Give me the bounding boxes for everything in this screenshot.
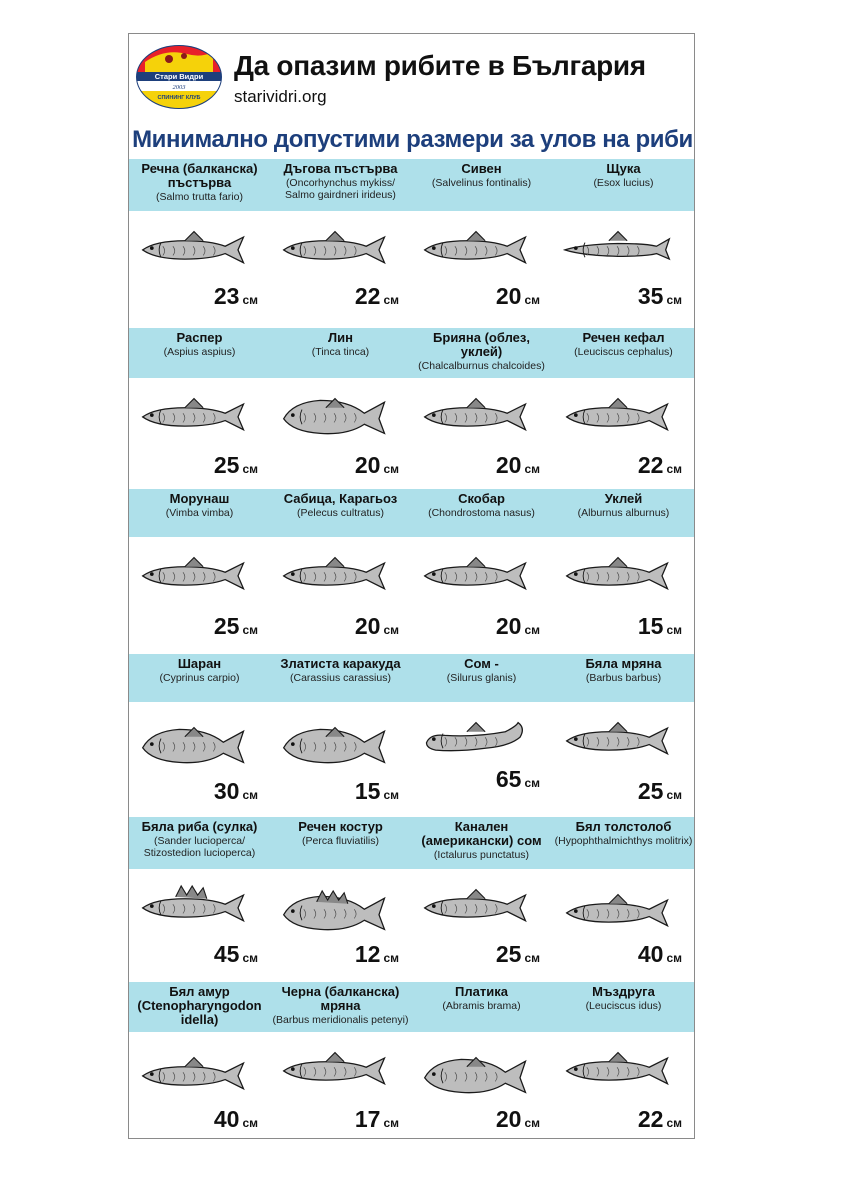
page-subtitle: Минимално допустими размери за улов на риби [132,126,693,153]
fish-scientific-name: (Salmo trutta fario) [156,191,243,203]
fish-name: Сивен [461,161,502,176]
fish-card [553,982,694,1139]
size-unit: см [383,462,399,476]
fish-name: Речна (балканска) пъстърва [141,161,258,190]
barbel-icon [563,716,673,769]
size-unit: см [383,951,399,965]
size-value: 15 [637,613,664,639]
fish-name: Речен кефал [582,330,665,345]
fish-name: Бяла риба (сулка) [141,819,258,834]
fish-card [129,817,270,977]
size-unit: см [242,788,258,802]
logo-bottom-text: СПИНИНГ КЛУБ [157,95,201,101]
min-size-label [355,941,399,968]
min-size-label [355,452,399,479]
fish-scientific-name: (Barbus meridionalis petenyi) [272,1014,409,1026]
channel-catfish-icon [421,883,531,936]
size-value: 15 [354,778,381,804]
fish-card [129,159,270,319]
fish-card [553,654,694,814]
min-size-label [214,283,258,310]
min-size-label [355,778,399,805]
catfish-icon [421,716,531,769]
fish-name: Дъгова пъстърва [283,161,398,176]
fish-scientific-name: (Chondrostoma nasus) [428,507,535,519]
fish-scientific-name: (Tinca tinca) [311,346,370,358]
size-value: 12 [354,941,381,967]
size-unit: см [242,462,258,476]
fish-name: Бяла мряна [585,656,662,671]
perch-icon [280,883,390,946]
bleak-icon [421,392,531,445]
fish-card [129,489,270,649]
fish-scientific-name: (Leuciscus cephalus) [574,346,673,358]
fish-card [129,654,270,814]
ide-icon [563,1046,673,1099]
size-value: 40 [637,941,664,967]
min-size-label [214,1106,258,1133]
fish-name: Распер [176,330,223,345]
logo-top-text: Стари Видри [154,72,204,81]
min-size-label [638,613,682,640]
min-size-label [496,941,540,968]
min-size-label [214,941,258,968]
size-value: 25 [213,452,240,478]
fish-name: Сом - [464,656,499,671]
fish-card [553,489,694,649]
asp-icon [139,392,249,445]
min-size-label [355,1106,399,1133]
fish-scientific-name: (Cyprinus carpio) [159,672,240,684]
size-unit: см [524,951,540,965]
min-size-label [214,778,258,805]
carp-icon [139,716,249,779]
min-size-label [638,778,682,805]
min-size-label [496,452,540,479]
char-icon [421,225,531,278]
fish-card [270,159,411,319]
fish-name: Платика [455,984,508,999]
page-title: Да опазим рибите в България [234,50,646,81]
size-unit: см [524,462,540,476]
fish-card [129,328,270,488]
size-unit: см [242,951,258,965]
fish-name: Брияна (облез, уклей) [433,330,530,359]
sabrefish-icon [280,551,390,604]
bleak-icon [563,551,673,604]
fish-card [270,654,411,814]
chub-icon [563,392,673,445]
fish-scientific-name: (Barbus barbus) [585,672,662,684]
size-unit: см [666,462,682,476]
fish-name: Шаран [177,656,222,671]
fish-name: Мъздруга [592,984,655,999]
fish-card [270,982,411,1139]
size-unit: см [524,293,540,307]
size-unit: см [242,1116,258,1130]
silver-carp-icon [563,883,673,946]
size-value: 30 [213,778,240,804]
fish-row [129,489,695,649]
fish-scientific-name: (Silurus glanis) [446,672,517,684]
fish-scientific-name: (Hypophthalmichthys molitrix) [554,835,693,847]
club-logo [135,44,223,110]
fish-row [129,328,695,488]
grass-carp-icon [139,1046,249,1109]
size-value: 20 [495,452,522,478]
logo-year: 2003 [172,84,186,91]
size-value: 22 [637,1106,664,1132]
fish-row [129,817,695,977]
fish-name: Уклей [604,491,643,506]
zander-icon [139,883,249,936]
fish-card [129,982,270,1139]
fish-card [411,982,552,1139]
size-value: 17 [354,1106,381,1132]
size-value: 45 [213,941,240,967]
size-value: 20 [495,613,522,639]
barbel-icon [280,1046,390,1099]
min-size-label [496,766,540,793]
fish-scientific-name: (Carassius carassius) [290,672,391,684]
min-size-label [496,1106,540,1133]
size-unit: см [524,1116,540,1130]
fish-name: Черна (балканска) мряна [281,984,400,1013]
size-unit: см [242,623,258,637]
fish-name: Канален (американски) сом [421,819,542,848]
size-unit: см [383,623,399,637]
min-size-label [355,613,399,640]
size-value: 35 [637,283,664,309]
min-size-label [638,452,682,479]
fish-name: Златиста каракуда [280,656,401,671]
pike-icon [563,225,673,278]
fish-poster [128,33,695,1139]
size-value: 25 [213,613,240,639]
min-size-label [496,613,540,640]
fish-card [411,489,552,649]
fish-scientific-name: (Sander lucioperca/ Stizostedion lucioperca) [143,835,256,859]
size-unit: см [666,1116,682,1130]
trout-icon [280,225,390,278]
fish-scientific-name: (Abramis brama) [442,1000,521,1012]
fish-name: Морунаш [169,491,230,506]
size-value: 20 [354,613,381,639]
fish-row [129,159,695,319]
size-value: 22 [354,283,381,309]
size-value: 20 [354,452,381,478]
fish-name: Бял толстолоб [575,819,672,834]
fish-scientific-name: (Ictalurus punctatus) [433,849,530,861]
size-unit: см [666,951,682,965]
bream-icon [421,1046,531,1109]
nase-icon [421,551,531,604]
fish-scientific-name: (Pelecus cultratus) [297,507,384,519]
fish-name: Лин [328,330,353,345]
fish-card [270,817,411,977]
fish-scientific-name: (Chalcalburnus chalcoides) [418,360,545,372]
size-unit: см [666,623,682,637]
size-value: 65 [495,766,522,792]
size-unit: см [524,776,540,790]
size-unit: см [666,788,682,802]
fish-card [270,328,411,488]
size-value: 20 [495,1106,522,1132]
crucian-icon [280,716,390,779]
size-unit: см [666,293,682,307]
fish-scientific-name: (Oncorhynchus mykiss/ Salmo gairdneri irideus) [285,177,396,201]
fish-card [553,328,694,488]
fish-scientific-name: (Leuciscus idus) [585,1000,662,1012]
min-size-label [638,1106,682,1133]
fish-scientific-name: (Alburnus alburnus) [577,507,670,519]
size-unit: см [524,623,540,637]
fish-row [129,654,695,814]
min-size-label [214,452,258,479]
fish-name: Речен костур [298,819,383,834]
fish-card [411,654,552,814]
fish-card [270,489,411,649]
trout-icon [139,225,249,278]
fish-scientific-name: (Esox lucius) [593,177,654,189]
size-unit: см [383,1116,399,1130]
vimba-icon [139,551,249,604]
size-unit: см [242,293,258,307]
tench-icon [280,392,390,445]
fish-card [411,817,552,977]
size-value: 20 [495,283,522,309]
size-unit: см [383,788,399,802]
fish-name: Сабица, Карагьоз [283,491,398,506]
fish-name: Скобар [458,491,505,506]
min-size-label [496,283,540,310]
fish-row [129,982,695,1139]
fish-card [553,159,694,319]
fish-scientific-name: (Perca fluviatilis) [301,835,380,847]
fish-card [411,328,552,488]
size-value: 22 [637,452,664,478]
website-link[interactable]: starividri.org [234,87,327,106]
size-value: 25 [637,778,664,804]
size-unit: см [383,293,399,307]
fish-card [411,159,552,319]
fish-scientific-name: (Salvelinus fontinalis) [431,177,532,189]
min-size-label [355,283,399,310]
min-size-label [638,941,682,968]
size-value: 25 [495,941,522,967]
fish-name: Щука [606,161,641,176]
size-value: 23 [213,283,240,309]
min-size-label [638,283,682,310]
fish-scientific-name: (Vimba vimba) [165,507,234,519]
fish-card [553,817,694,977]
min-size-label [214,613,258,640]
size-value: 40 [213,1106,240,1132]
fish-scientific-name: (Aspius aspius) [163,346,236,358]
fish-name: Бял амур (Ctenopharyngodon idella) [137,984,262,1027]
